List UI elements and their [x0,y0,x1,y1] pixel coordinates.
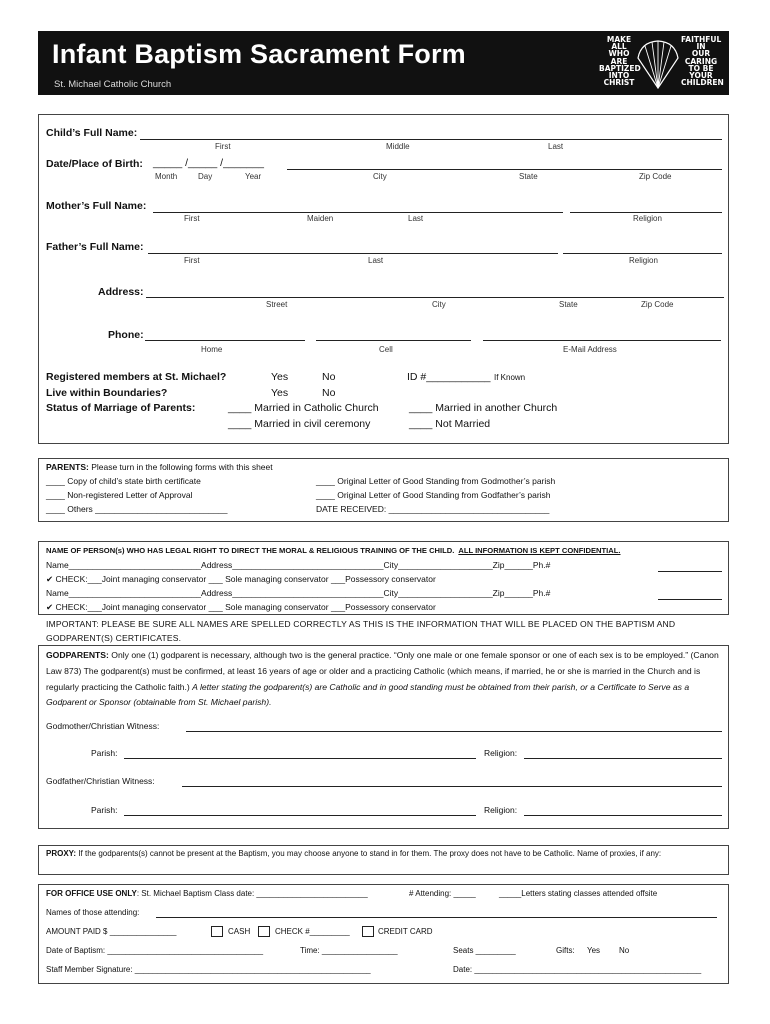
registered-no[interactable]: No [322,371,336,383]
amount-paid-field[interactable]: AMOUNT PAID $ _______________ [46,927,177,936]
guardian-1-row[interactable]: Name____________________________Address________________________________City____________________Zip______Ph.# [46,560,551,570]
logo-text-left: MAKE ALL WHO ARE BAPTIZED INTO CHRIST [599,35,641,88]
dob-day-sub: Day [198,172,213,181]
church-name: St. Michael Catholic Church [54,79,172,90]
offsite-letters-field[interactable]: _____Letters stating classes attended offsite [499,889,658,898]
check-number-field[interactable]: CHECK #_________ [275,927,350,936]
boundaries-no[interactable]: No [322,387,336,399]
cash-checkbox[interactable] [211,926,223,937]
mother-religion-field[interactable] [570,212,722,213]
dob-month-sub: Month [155,172,178,181]
gifts-yes-option[interactable]: Yes [587,946,601,955]
father-last-sub: Last [368,256,384,265]
address-city-sub: City [432,300,446,309]
attending-count-field[interactable]: # Attending: _____ [409,889,476,898]
proxy-instructions: PROXY: If the godparents(s) cannot be present at the Baptism, you may choose anyone to stand in for them. The proxy does not have to be Catholic. Name of proxies, if any: [46,849,662,858]
boundaries-yes[interactable]: Yes [271,387,289,399]
gifts-label: Gifts: [556,946,575,955]
godmother-parish-field[interactable] [124,758,476,759]
father-religion-field[interactable] [563,253,722,254]
phone-home-sub: Home [201,345,223,354]
godfather-religion-field[interactable] [524,815,722,816]
godfather-name-field[interactable] [182,786,722,787]
mother-maiden-sub: Maiden [307,214,334,223]
names-attending-field[interactable] [156,917,717,918]
mother-first-sub: First [184,214,200,223]
church-logo [595,34,723,92]
home-phone-field[interactable] [145,340,305,341]
guardian-1-phone-field[interactable] [658,571,722,572]
form-header [38,31,729,95]
baptism-date-field[interactable]: Date of Baptism: ___________________________________ [46,946,264,955]
staff-signature-field[interactable]: Staff Member Signature: _____________________________________________________ [46,965,371,974]
shell-icon [635,38,681,90]
father-name-label: Father’s Full Name: [46,241,144,253]
godfather-letter-item[interactable]: ____ Original Letter of Good Standing from Godfather’s parish [316,490,551,500]
mother-religion-sub: Religion [633,214,662,223]
mother-name-label: Mother’s Full Name: [46,200,147,212]
other-documents-item[interactable]: ____ Others ____________________________ [46,504,228,514]
birth-city-sub: City [373,172,387,181]
credit-card-checkbox[interactable] [362,926,374,937]
child-last-sub: Last [548,142,564,151]
mother-name-field[interactable] [153,212,563,213]
important-notice: IMPORTANT: PLEASE BE SURE ALL NAMES ARE SPELLED CORRECTLY AS THIS IS THE INFORMATION THAT WILL BE PLACED ON THE BAPTISM AND GODPARENT(S) CERTIFICATES. [46,619,676,643]
birth-zip-sub: Zip Code [639,172,672,181]
birth-state-sub: State [519,172,538,181]
registered-yes[interactable]: Yes [271,371,289,383]
godmother-letter-item[interactable]: ____ Original Letter of Good Standing from Godmother’s parish [316,476,556,486]
birth-certificate-item[interactable]: ____ Copy of child’s state birth certificate [46,476,201,486]
dob-year-sub: Year [245,172,262,181]
address-street-sub: Street [266,300,288,309]
birth-place-field[interactable] [287,169,722,170]
cash-label: CASH [228,927,251,936]
godfather-religion-label: Religion: [484,805,518,815]
child-middle-sub: Middle [386,142,410,151]
dob-field[interactable]: _____ /_____ /_______ [153,157,264,169]
father-religion-sub: Religion [629,256,658,265]
married-civil-option[interactable]: ____ Married in civil ceremony [228,418,371,430]
father-name-field[interactable] [148,253,558,254]
email-field[interactable] [483,340,721,341]
baptism-time-field[interactable]: Time: _________________ [300,946,398,955]
date-received-field[interactable]: DATE RECEIVED: __________________________________ [316,504,550,514]
form-title: Infant Baptism Sacrament Form [52,39,466,69]
boundaries-label: Live within Boundaries? [46,387,168,399]
seats-field[interactable]: Seats _________ [453,946,516,955]
mother-last-sub: Last [408,214,424,223]
logo-text-right: FAITHFUL IN OUR CARING TO BE YOUR CHILDREN [681,35,724,88]
child-name-field[interactable] [140,139,722,140]
guardian-2-check-row[interactable]: ✔ CHECK:___Joint managing conservator ___ Sole managing conservator ___Possessory conservator [46,602,436,612]
child-name-label: Child’s Full Name: [46,127,138,139]
letter-of-approval-item[interactable]: ____ Non-registered Letter of Approval [46,490,193,500]
parents-intro: PARENTS: Please turn in the following forms with this sheet [46,462,273,472]
father-first-sub: First [184,256,200,265]
godparents-instructions: GODPARENTS: Only one (1) godparent is necessary, although two is the general practice. “Only one male or one female sponsor or one of each sex is to be employed.” (Canon Law 873) The godparent(s) must be confirmed, at least 16 years of age or older and a practicing Catholic (which means, if married, he or she is married in the Church and is regularly practicing the Catholic faith.) A letter stating the godparent(s) are Catholic and in good standing must be obtained from their parish, or a Certificate to Serve as a Godparent or Sponsor (obtainable from St. Michael parish). [46,650,719,708]
address-zip-sub: Zip Code [641,300,674,309]
godmother-name-field[interactable] [186,731,722,732]
cell-phone-field[interactable] [316,340,471,341]
check-checkbox[interactable] [258,926,270,937]
godmother-label: Godmother/Christian Witness: [46,721,160,731]
godfather-label: Godfather/Christian Witness: [46,776,155,786]
member-id-field[interactable]: ID #___________ [407,371,491,383]
if-known-note: If Known [494,373,526,382]
address-label: Address: [98,286,144,298]
marriage-status-label: Status of Marriage of Parents: [46,402,196,414]
legal-heading: NAME OF PERSON(s) WHO HAS LEGAL RIGHT TO DIRECT THE MORAL & RELIGIOUS TRAINING OF THE CHILD. ALL INFORMATION IS KEPT CONFIDENTIAL. [46,546,621,555]
registered-label: Registered members at St. Michael? [46,371,227,383]
gifts-no-option[interactable]: No [619,946,630,955]
not-married-option[interactable]: ____ Not Married [409,418,491,430]
married-catholic-option[interactable]: ____ Married in Catholic Church [228,402,379,414]
godfather-parish-field[interactable] [124,815,476,816]
phone-label: Phone: [108,329,144,341]
child-first-sub: First [215,142,231,151]
email-sub: E-Mail Address [563,345,617,354]
guardian-1-check-row[interactable]: ✔ CHECK:___Joint managing conservator ___ Sole managing conservator ___Possessory conservator [46,574,436,584]
credit-card-label: CREDIT CARD [378,927,433,936]
dob-label: Date/Place of Birth: [46,158,143,170]
guardian-2-phone-field[interactable] [658,599,722,600]
godmother-religion-field[interactable] [524,758,722,759]
address-field[interactable] [146,297,724,298]
guardian-2-row[interactable]: Name____________________________Address________________________________City____________________Zip______Ph.# [46,588,551,598]
address-state-sub: State [559,300,578,309]
godmother-religion-label: Religion: [484,748,518,758]
names-attending-label: Names of those attending: [46,908,140,917]
married-other-church-option[interactable]: ____ Married in another Church [409,402,558,414]
phone-cell-sub: Cell [379,345,393,354]
class-date-row[interactable]: FOR OFFICE USE ONLY: St. Michael Baptism Class date: _________________________ [46,889,368,898]
office-date-field[interactable]: Date: ___________________________________________________ [453,965,702,974]
godmother-parish-label: Parish: [91,748,118,758]
godfather-parish-label: Parish: [91,805,118,815]
